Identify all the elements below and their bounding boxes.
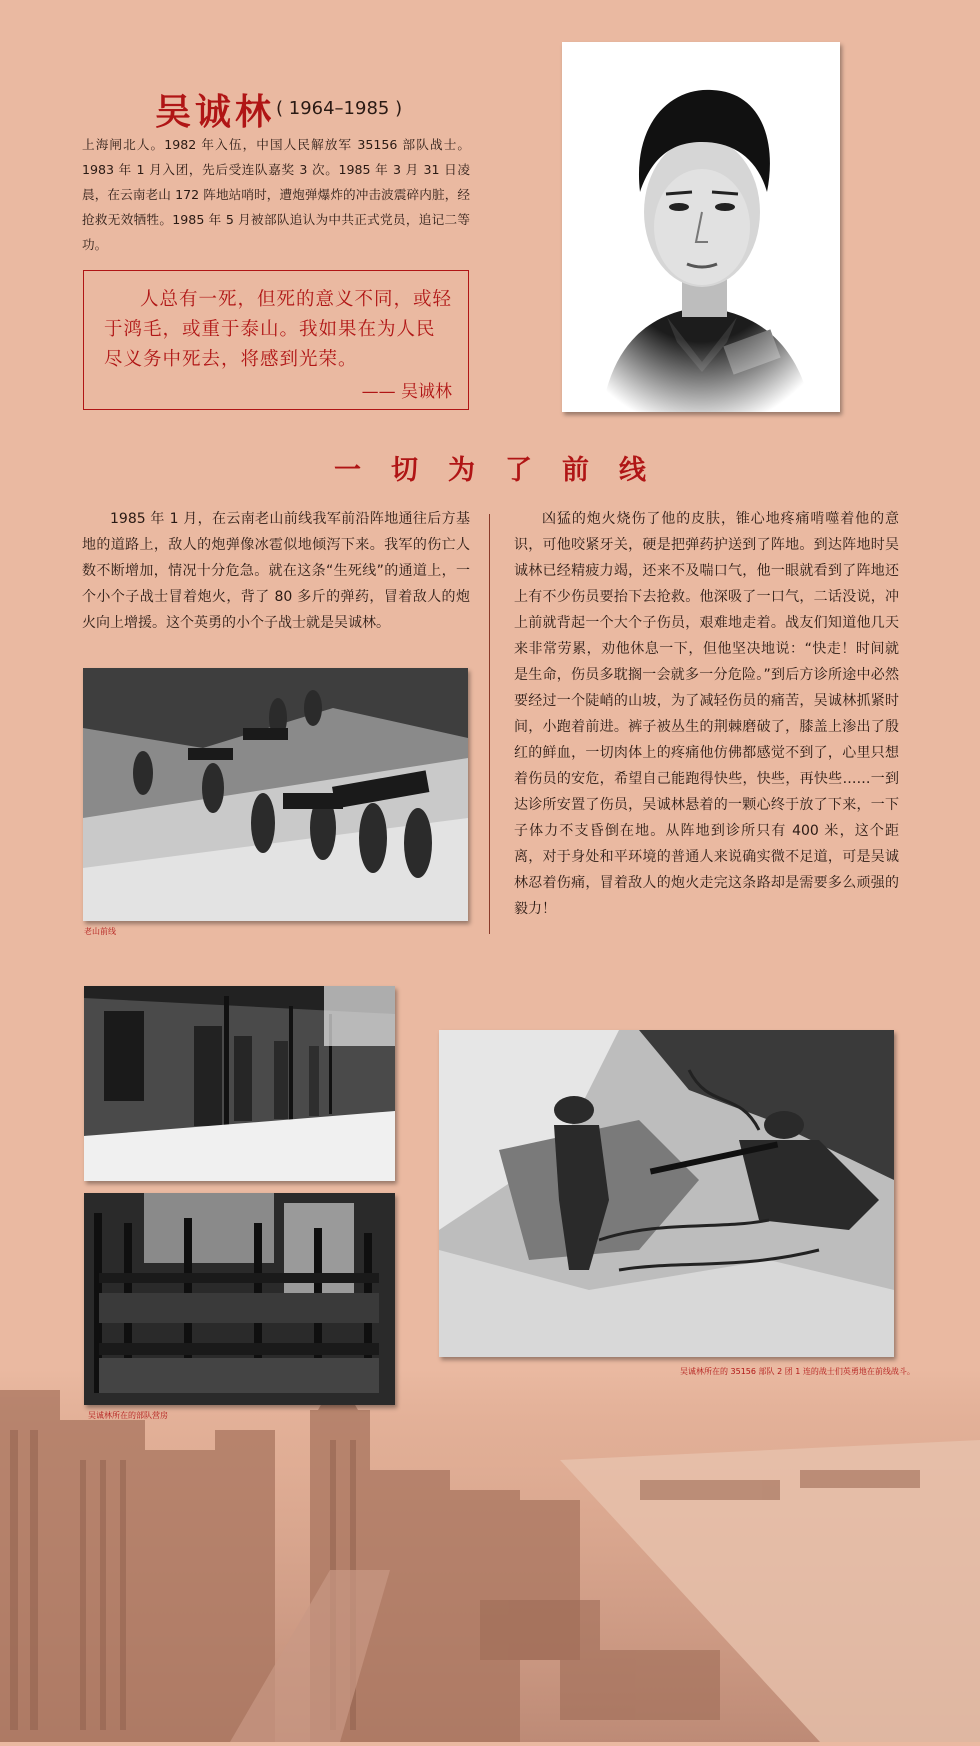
section-right-column (514, 506, 899, 922)
shanghai-bund-background (0, 1370, 980, 1742)
hero-years: ( 1964–1985 ) (276, 98, 403, 119)
barracks-bunks-photo (84, 1193, 395, 1405)
front-line-caption: 老山前线 (84, 927, 116, 936)
hero-name: 吴诚林 (155, 91, 276, 133)
front-line-photo (83, 668, 468, 921)
column-divider (489, 514, 490, 934)
hero-portrait (562, 42, 840, 412)
quote-text: 人总有一死，但死的意义不同，或轻于鸿毛，或重于泰山。我如果在为人民尽义务中死去，将感到光荣。 (104, 289, 453, 370)
left-paragraph: 1985 年 1 月，在云南老山前线我军前沿阵地通往后方基地的道路上，敌人的炮弹像冰雹似地倾泻下来。我军的伤亡人数不断增加，情况十分危急。就在这条“生死线”的通道上，一个小个子战士冒着炮火，背了 80 多斤的弹药，冒着敌人的炮火向上增援。这个英勇的小个子战士就是吴诚林。 (82, 511, 470, 631)
right-paragraph: 凶猛的炮火烧伤了他的皮肤，锥心地疼痛啃噬着他的意识，可他咬紧牙关，硬是把弹药护送到了阵地。到达阵地时吴诚林已经精疲力竭，还来不及喘口气，他一眼就看到了阵地还上有不少伤员要抬下去抢救。他深吸了一口气，二话没说，冲上前就背起一个大个子伤员，艰难地走着。战友们知道他几天来非常劳累，劝他休息一下，但他坚决地说：“快走！时间就是生命，伤员多耽搁一会就多一分危险。”到后方诊所途中必然要经过一个陡峭的山坡，为了减轻伤员的痛苦，吴诚林抓紧时间，小跑着前进。裤子被丛生的荆棘磨破了，膝盖上渗出了殷红的鲜血，一切肉体上的疼痛他仿佛都感觉不到了，心里只想着伤员的安危，希望自己能跑得快些，快些，再快些……一到达诊所安置了伤员，吴诚林悬着的一颗心终于放了下来，一下子体力不支昏倒在地。从阵地到诊所只有 400 米，这个距离，对于身处和平环境的普通人来说确实微不足道，可是吴诚林忍着伤痛，冒着敌人的炮火走完这条路却是需要多么顽强的毅力！ (514, 511, 899, 917)
quote-box (83, 270, 469, 410)
hero-biography: 上海闸北人。1982 年入伍，中国人民解放军 35156 部队战士。1983 年 1 月入团，先后受连队嘉奖 3 次。1985 年 3 月 31 日凌晨，在云南老山 172 阵地站哨时，遭炮弹爆炸的冲击波震碎内脏，经抢救无效牺牲。1985 年 5 月被部队追认为中共正式党员，追记二等功。 (82, 137, 470, 252)
battle-caption: 吴诚林所在的 35156 部队 2 团 1 连的战士们英勇地在前线战斗。 (680, 1367, 915, 1376)
quote-signature: —— 吴诚林 (361, 382, 452, 402)
section-title: 一切为了前线 (334, 455, 676, 486)
barracks-caption: 吴诚林所在的部队营房 (88, 1411, 168, 1420)
section-left-column (82, 506, 470, 636)
barracks-exterior-photo (84, 986, 395, 1181)
battle-photo (439, 1030, 894, 1357)
